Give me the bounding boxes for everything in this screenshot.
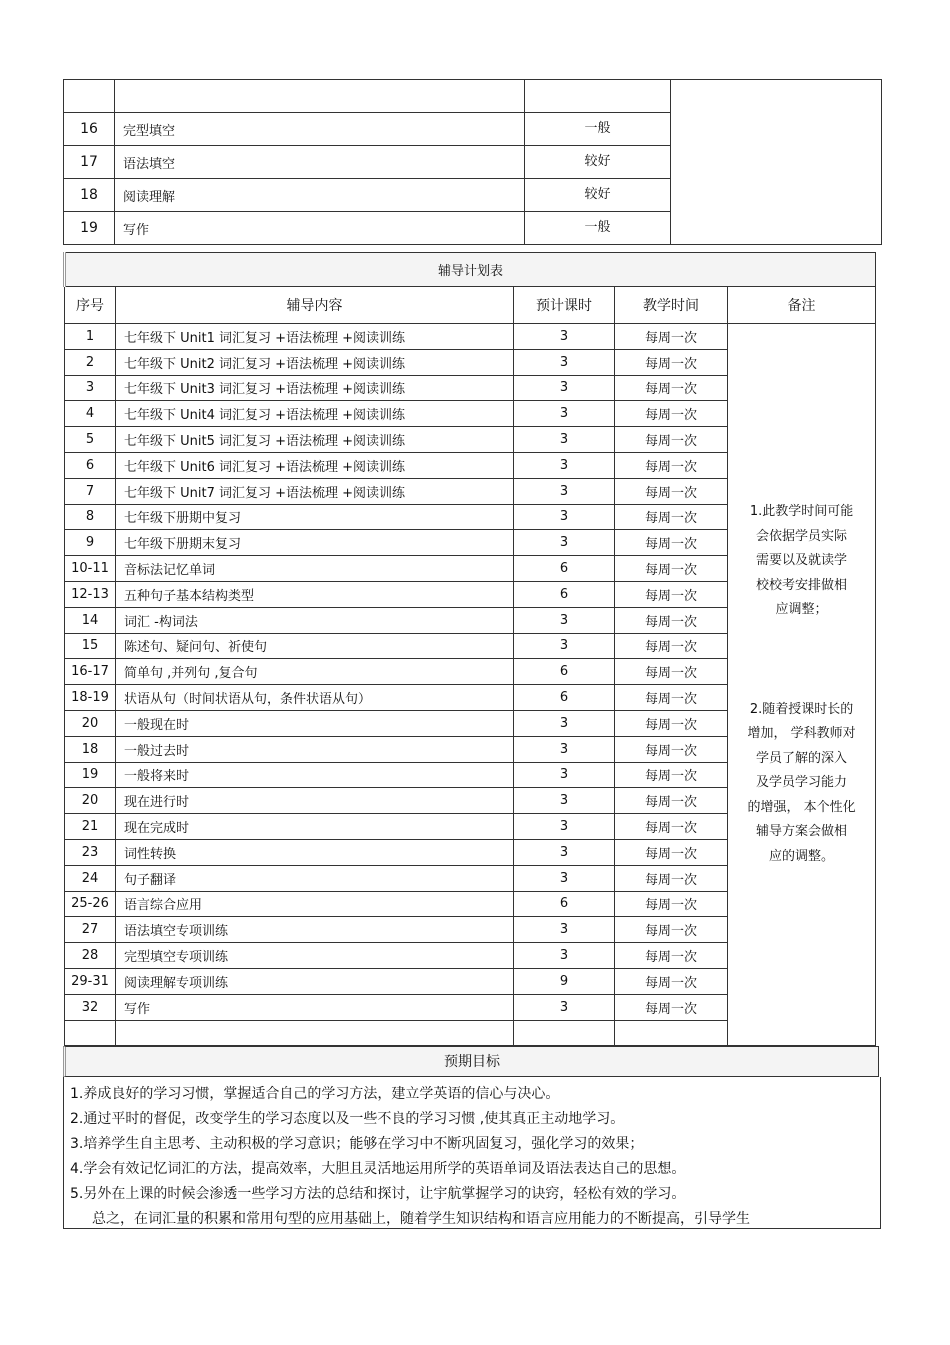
plan-content: 七年级下 Unit1 词汇复习 +语法梳理 +阅读训练: [116, 324, 514, 350]
plan-content: 一般将来时: [116, 762, 514, 788]
plan-time: 每周一次: [615, 633, 728, 659]
plan-content: 现在进行时: [116, 788, 514, 814]
plan-hours: 3: [514, 401, 615, 427]
plan-no: 10-11: [65, 556, 116, 582]
plan-content: 语言综合应用: [116, 891, 514, 917]
plan-time: 每周一次: [615, 581, 728, 607]
plan-time: 每周一次: [615, 968, 728, 994]
subject-level: 一般: [525, 212, 671, 245]
header-time: 教学时间: [615, 287, 728, 324]
goal-item: 3.培养学生自主思考、主动积极的学习意识；能够在学习中不断巩固复习，强化学习的效果；: [70, 1136, 644, 1152]
remark-line: 需要以及就读学: [756, 553, 848, 568]
plan-content: 七年级下 Unit3 词汇复习 +语法梳理 +阅读训练: [116, 375, 514, 401]
remark-line: 应的调整。: [769, 848, 835, 864]
plan-hours: 3: [514, 814, 615, 840]
remark-line: 会依据学员实际: [756, 528, 848, 544]
plan-time: 每周一次: [615, 710, 728, 736]
plan-content: 词性转换: [116, 839, 514, 865]
plan-time: 每周一次: [615, 401, 728, 427]
plan-no: 8: [65, 504, 116, 530]
plan-hours: 6: [514, 659, 615, 685]
tutoring-plan-table: [63, 252, 876, 1046]
plan-time: 每周一次: [615, 736, 728, 762]
plan-time: [615, 1020, 728, 1046]
plan-hours: 3: [514, 530, 615, 556]
goal-item: 2.通过平时的督促，改变学生的学习态度以及一些不良的学习习惯 ,使其真正主动地学习。: [70, 1111, 625, 1127]
plan-hours: 6: [514, 891, 615, 917]
plan-hours: 3: [514, 607, 615, 633]
plan-time: 每周一次: [615, 478, 728, 504]
plan-hours: 3: [514, 504, 615, 530]
plan-header-row: [65, 287, 876, 324]
plan-time: 每周一次: [615, 865, 728, 891]
plan-no: 19: [65, 762, 116, 788]
plan-no: 24: [65, 865, 116, 891]
plan-no: 14: [65, 607, 116, 633]
plan-hours: 3: [514, 736, 615, 762]
plan-hours: 3: [514, 349, 615, 375]
plan-time: 每周一次: [615, 556, 728, 582]
subject-no: 16: [64, 113, 115, 146]
goals-box: [63, 1077, 881, 1229]
plan-content: 音标法记忆单词: [116, 556, 514, 582]
plan-content: 七年级下 Unit4 词汇复习 +语法梳理 +阅读训练: [116, 401, 514, 427]
plan-hours: 3: [514, 865, 615, 891]
plan-time: 每周一次: [615, 607, 728, 633]
subject-item: 语法填空: [115, 146, 525, 179]
plan-time: 每周一次: [615, 994, 728, 1020]
plan-content: [116, 1020, 514, 1046]
plan-content: 七年级下 Unit5 词汇复习 +语法梳理 +阅读训练: [116, 427, 514, 453]
plan-content: 写作: [116, 994, 514, 1020]
header-no: 序号: [65, 287, 116, 324]
plan-hours: 3: [514, 710, 615, 736]
plan-hours: 9: [514, 968, 615, 994]
plan-no: 20: [65, 710, 116, 736]
header-content: 辅导内容: [116, 287, 514, 324]
plan-no: 5: [65, 427, 116, 453]
plan-content: 完型填空专项训练: [116, 943, 514, 969]
subject-notes-cell: [671, 80, 882, 245]
plan-no: 18: [65, 736, 116, 762]
remark-2: [728, 698, 875, 870]
plan-time: 每周一次: [615, 839, 728, 865]
plan-hours: 3: [514, 943, 615, 969]
subject-assessment-table: [63, 79, 882, 245]
remark-line: 增加， 学科教师对: [747, 726, 856, 741]
goal-item: 4.学会有效记忆词汇的方法，提高效率，大胆且灵活地运用所学的英语单词及语法表达自己的思想。: [70, 1161, 686, 1177]
remark-line: 校校考安排做相: [756, 577, 848, 593]
plan-hours: 6: [514, 581, 615, 607]
remark-line: 2.随着授课时长的: [749, 701, 854, 717]
plan-content: 简单句 ,并列句 ,复合句: [116, 659, 514, 685]
remark-line: 的增强， 本个性化: [747, 799, 856, 815]
subject-level: 一般: [525, 113, 671, 146]
plan-hours: [514, 1020, 615, 1046]
plan-time: 每周一次: [615, 349, 728, 375]
header-remarks: 备注: [728, 287, 876, 324]
remark-line: 学员了解的深入: [756, 750, 848, 766]
plan-time: 每周一次: [615, 891, 728, 917]
table-row: [65, 324, 876, 350]
subject-no: 17: [64, 146, 115, 179]
plan-no: 16-17: [65, 659, 116, 685]
plan-no: 21: [65, 814, 116, 840]
remark-line: 1.此教学时间可能: [749, 504, 854, 519]
plan-no: 12-13: [65, 581, 116, 607]
plan-time: 每周一次: [615, 427, 728, 453]
plan-hours: 3: [514, 452, 615, 478]
plan-time: 每周一次: [615, 943, 728, 969]
plan-hours: 6: [514, 556, 615, 582]
subject-level: [525, 80, 671, 113]
plan-remarks: [728, 324, 876, 1046]
plan-no: 4: [65, 401, 116, 427]
plan-no: 20: [65, 788, 116, 814]
table-row: [64, 80, 882, 113]
plan-no: 18-19: [65, 685, 116, 711]
remark-line: 辅导方案会做相: [756, 824, 848, 839]
plan-content: 七年级下册期末复习: [116, 530, 514, 556]
plan-content: 语法填空专项训练: [116, 917, 514, 943]
subject-item: 写作: [115, 212, 525, 245]
plan-hours: 3: [514, 375, 615, 401]
plan-no: 25-26: [65, 891, 116, 917]
plan-content: 七年级下 Unit2 词汇复习 +语法梳理 +阅读训练: [116, 349, 514, 375]
plan-no: 9: [65, 530, 116, 556]
plan-hours: 3: [514, 324, 615, 350]
header-hours: 预计课时: [514, 287, 615, 324]
plan-content: 七年级下 Unit6 词汇复习 +语法梳理 +阅读训练: [116, 452, 514, 478]
plan-no: 27: [65, 917, 116, 943]
plan-time: 每周一次: [615, 530, 728, 556]
plan-content: 现在完成时: [116, 814, 514, 840]
subject-item: 完型填空: [115, 113, 525, 146]
goal-summary: 总之，在词汇量的积累和常用句型的应用基础上，随着学生知识结构和语言应用能力的不断提高，引导学生: [92, 1211, 750, 1227]
plan-content: 七年级下册期中复习: [116, 504, 514, 530]
plan-content: 词汇 -构词法: [116, 607, 514, 633]
plan-content: 状语从句（时间状语从句，条件状语从句）: [116, 685, 514, 711]
plan-hours: 3: [514, 917, 615, 943]
plan-time: 每周一次: [615, 685, 728, 711]
plan-time: 每周一次: [615, 659, 728, 685]
plan-time: 每周一次: [615, 814, 728, 840]
plan-time: 每周一次: [615, 788, 728, 814]
plan-no: 29-31: [65, 968, 116, 994]
plan-no: 7: [65, 478, 116, 504]
goals-title: 预期目标: [63, 1046, 879, 1077]
subject-level: 较好: [525, 146, 671, 179]
subject-item: 阅读理解: [115, 179, 525, 212]
plan-no: 23: [65, 839, 116, 865]
plan-hours: 3: [514, 839, 615, 865]
goal-item: 1.养成良好的学习习惯，掌握适合自己的学习方法，建立学英语的信心与决心。: [70, 1086, 560, 1102]
subject-no: 18: [64, 179, 115, 212]
plan-no: 6: [65, 452, 116, 478]
subject-level: 较好: [525, 179, 671, 212]
subject-no: 19: [64, 212, 115, 245]
subject-item: [115, 80, 525, 113]
plan-no: 2: [65, 349, 116, 375]
plan-content: 陈述句、疑问句、祈使句: [116, 633, 514, 659]
plan-content: 七年级下 Unit7 词汇复习 +语法梳理 +阅读训练: [116, 478, 514, 504]
plan-no: 15: [65, 633, 116, 659]
plan-hours: 3: [514, 994, 615, 1020]
plan-no: 28: [65, 943, 116, 969]
plan-content: 阅读理解专项训练: [116, 968, 514, 994]
plan-hours: 3: [514, 633, 615, 659]
plan-content: 一般过去时: [116, 736, 514, 762]
plan-no: [65, 1020, 116, 1046]
plan-time: 每周一次: [615, 504, 728, 530]
plan-time: 每周一次: [615, 375, 728, 401]
remark-line: 及学员学习能力: [756, 775, 848, 790]
plan-content: 一般现在时: [116, 710, 514, 736]
plan-no: 1: [65, 324, 116, 350]
plan-content: 句子翻译: [116, 865, 514, 891]
plan-time: 每周一次: [615, 324, 728, 350]
plan-hours: 3: [514, 478, 615, 504]
plan-title: 辅导计划表: [65, 253, 876, 287]
plan-hours: 6: [514, 685, 615, 711]
plan-content: 五种句子基本结构类型: [116, 581, 514, 607]
plan-no: 3: [65, 375, 116, 401]
plan-time: 每周一次: [615, 917, 728, 943]
goal-item: 5.另外在上课的时候会渗透一些学习方法的总结和探讨，让宇航掌握学习的诀窍，轻松有效的学习。: [70, 1186, 686, 1202]
plan-no: 32: [65, 994, 116, 1020]
subject-no: [64, 80, 115, 113]
plan-hours: 3: [514, 762, 615, 788]
remark-line: 应调整；: [775, 602, 828, 617]
plan-hours: 3: [514, 788, 615, 814]
remark-1: [728, 500, 875, 623]
plan-time: 每周一次: [615, 762, 728, 788]
plan-hours: 3: [514, 427, 615, 453]
plan-time: 每周一次: [615, 452, 728, 478]
